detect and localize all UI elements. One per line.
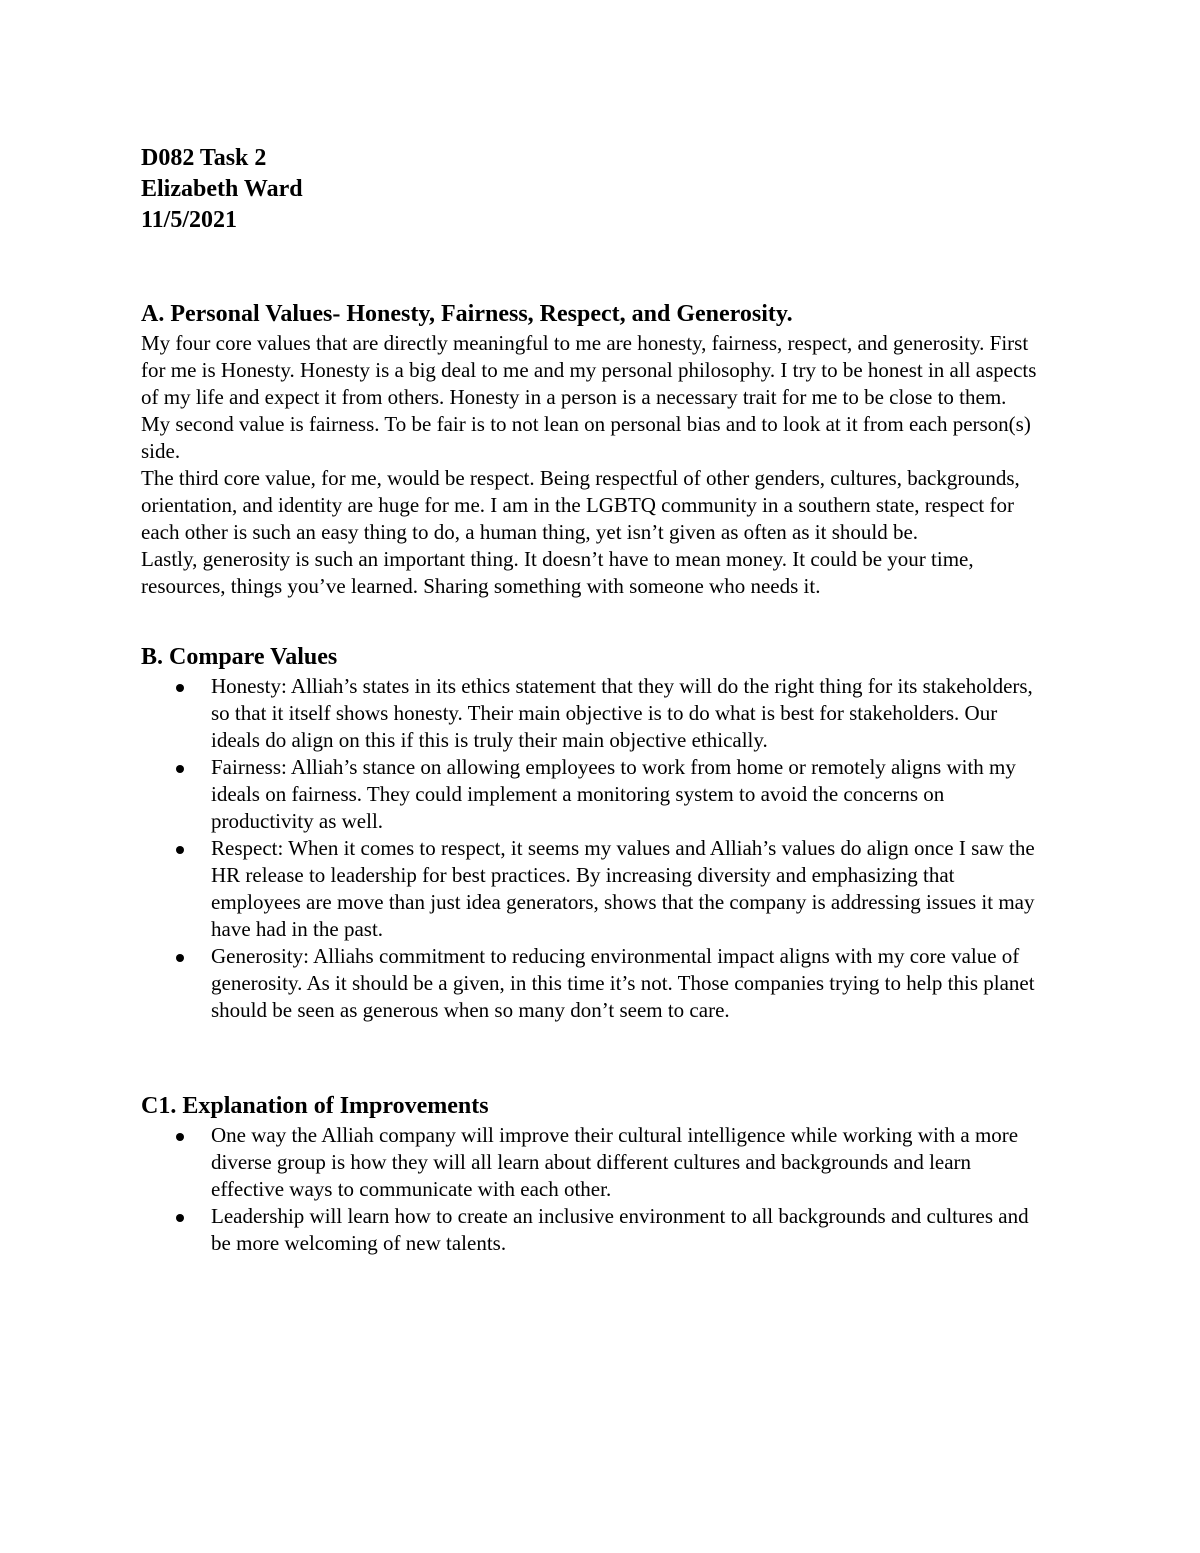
task-title: D082 Task 2 bbox=[141, 145, 267, 171]
section-a-paragraph: The third core value, for me, would be respect. Being respectful of other genders, cultures, backgrounds, orientation, and identity are huge for me. I am in the LGBTQ community in a southern state, respect for each other is such an easy thing to do, a human thing, yet isn’t given as often as it should be. bbox=[141, 466, 1020, 544]
section-a-paragraph: Lastly, generosity is such an important thing. It doesn’t have to mean money. It could be your time, resources, things you’ve learned. Sharing something with someone who needs it. bbox=[141, 547, 974, 598]
bullet-icon bbox=[176, 1133, 184, 1141]
section-c1-heading: C1. Explanation of Improvements bbox=[141, 1093, 489, 1119]
list-item-text: Respect: When it comes to respect, it seems my values and Alliah’s values do align once I saw the HR release to leadership for best practices. By increasing diversity and emphasizing that employees are move than just idea generators, shows that the company is addressing issues it may have had in the past. bbox=[211, 836, 1035, 941]
section-b-heading: B. Compare Values bbox=[141, 644, 338, 670]
section-a-paragraph: My four core values that are directly meaningful to me are honesty, fairness, respect, and generosity. First for me is Honesty. Honesty is a big deal to me and my personal philosophy. I try to be honest in all aspects of my life and expect it from others. Honesty in a person is a necessary trait for me to be close to them. bbox=[141, 331, 1037, 409]
section-a-heading: A. Personal Values- Honesty, Fairness, Respect, and Generosity. bbox=[141, 301, 793, 327]
list-item bbox=[141, 943, 1041, 1024]
list-item bbox=[141, 1122, 1041, 1203]
list-item bbox=[141, 754, 1041, 835]
list-item-text: Leadership will learn how to create an inclusive environment to all backgrounds and cultures and be more welcoming of new talents. bbox=[211, 1204, 1029, 1255]
bullet-icon bbox=[176, 1214, 184, 1222]
list-item-text: Honesty: Alliah’s states in its ethics statement that they will do the right thing for its stakeholders, so that it itself shows honesty. Their main objective is to do what is best for stakeholders. Our ideals do align on this if this is truly their main objective ethically. bbox=[211, 674, 1033, 752]
section-compare-values bbox=[141, 642, 1041, 1024]
list-item-text: Generosity: Alliahs commitment to reducing environmental impact aligns with my core value of generosity. As it should be a given, in this time it’s not. Those companies trying to help this planet should be seen as generous when so many don’t seem to care. bbox=[211, 944, 1035, 1022]
document-header bbox=[141, 143, 1041, 236]
bullet-icon bbox=[176, 765, 184, 773]
list-item bbox=[141, 1203, 1041, 1257]
section-b-bullet-list bbox=[141, 673, 1041, 1024]
section-a-paragraph: My second value is fairness. To be fair is to not lean on personal bias and to look at it from each person(s) side. bbox=[141, 412, 1031, 463]
section-c1-bullet-list bbox=[141, 1122, 1041, 1257]
document-date: 11/5/2021 bbox=[141, 207, 238, 233]
section-explanation-of-improvements bbox=[141, 1091, 1041, 1257]
bullet-icon bbox=[176, 954, 184, 962]
section-personal-values bbox=[141, 299, 1041, 600]
author-name: Elizabeth Ward bbox=[141, 176, 303, 202]
bullet-icon bbox=[176, 684, 184, 692]
list-item bbox=[141, 835, 1041, 943]
list-item-text: Fairness: Alliah’s stance on allowing employees to work from home or remotely aligns with my ideals on fairness. They could implement a monitoring system to avoid the concerns on productivity as well. bbox=[211, 755, 1016, 833]
document-body bbox=[141, 143, 1041, 1257]
bullet-icon bbox=[176, 846, 184, 854]
list-item bbox=[141, 673, 1041, 754]
list-item-text: One way the Alliah company will improve their cultural intelligence while working with a more diverse group is how they will all learn about different cultures and backgrounds and learn effective ways to communicate with each other. bbox=[211, 1123, 1019, 1201]
